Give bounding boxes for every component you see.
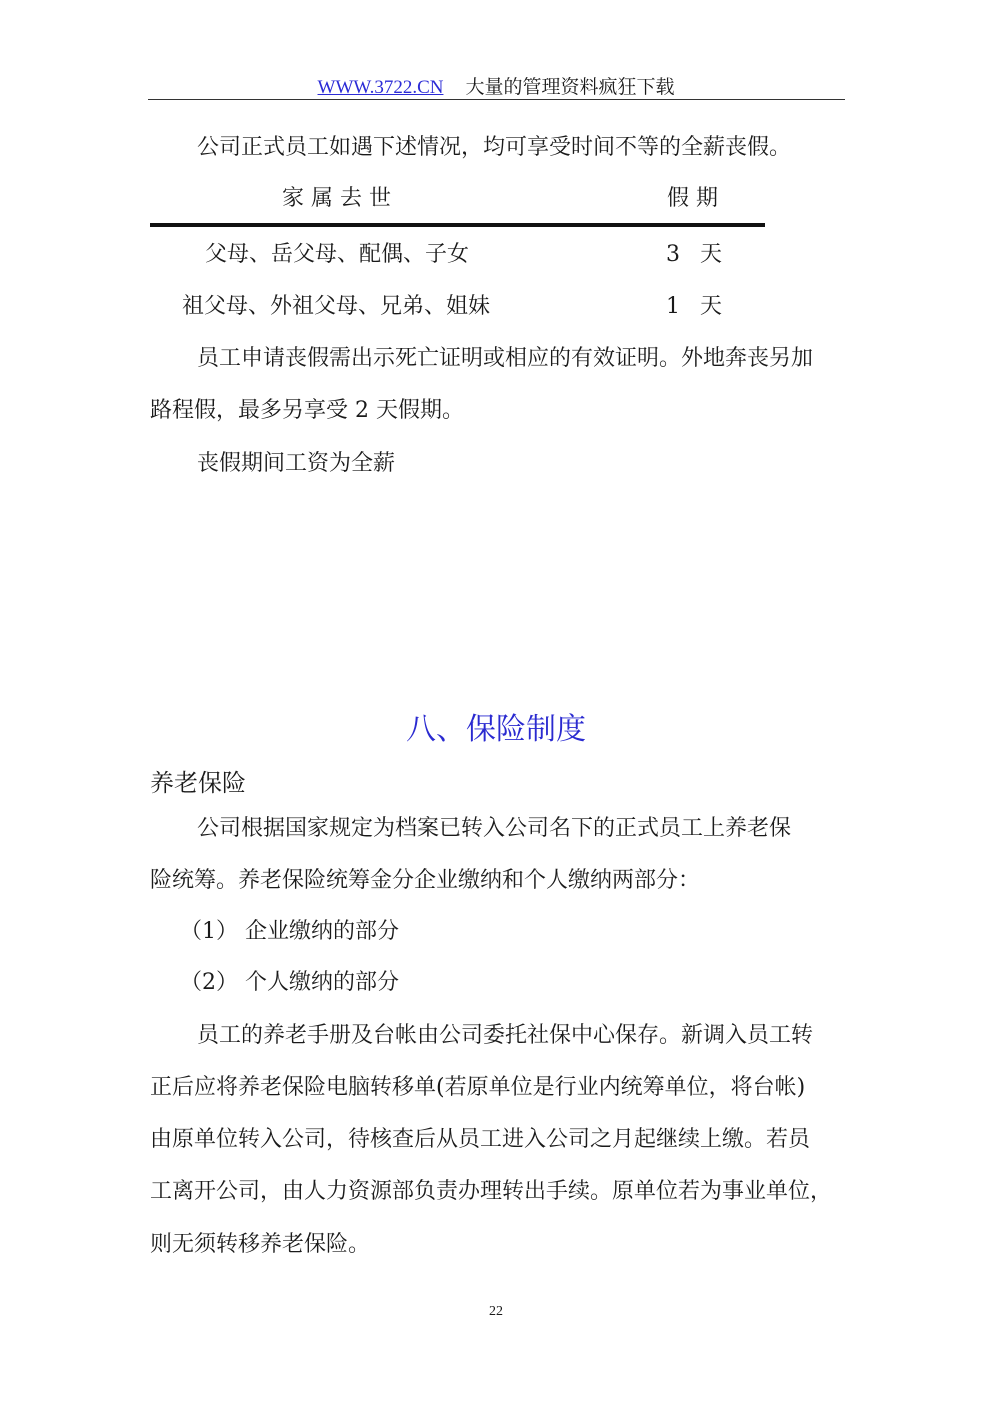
section-title: 八、保险制度 [406,712,586,747]
header-slogan: 大量的管理资料疯狂下载 [465,76,675,98]
table-row-relation: 父母、岳父母、配偶、子女 [205,242,470,267]
table-header-leave: 假 期 [667,186,718,211]
pension-paragraph-line: 公司根据国家规定为档案已转入公司名下的正式员工上养老保 [197,816,792,841]
table-row-days: 3 [666,242,680,267]
subsection-title: 养老保险 [150,769,246,797]
list-item-text: 企业缴纳的部分 [245,919,400,944]
proof-paragraph-line: 路程假，最多另享受 2 天假期。 [150,398,464,423]
pension-paragraph-line: 由原单位转入公司，待核查后从员工进入公司之月起继续上缴。若员 [150,1127,811,1152]
list-item-text: 个人缴纳的部分 [245,970,400,995]
pension-paragraph-line: 正后应将养老保险电脑转移单(若原单位是行业内统筹单位，将台帐) [150,1075,806,1100]
pension-paragraph-line: 则无须转移养老保险。 [150,1232,371,1257]
table-row-days: 1 [666,294,680,319]
header-divider [148,99,845,100]
table-rule [150,223,765,227]
table-header-relation: 家 属 去 世 [282,186,391,211]
proof-paragraph-line: 员工申请丧假需出示死亡证明或相应的有效证明。外地奔丧另加 [197,346,814,371]
table-row-unit: 天 [700,294,723,319]
pension-paragraph-line: 工离开公司，由人力资源部负责办理转出手续。原单位若为事业单位， [150,1179,833,1204]
header-link[interactable]: WWW.3722.CN [317,77,444,98]
salary-paragraph: 丧假期间工资为全薪 [197,451,396,476]
list-item-number: （1） [180,919,238,944]
intro-text: 公司正式员工如遇下述情况，均可享受时间不等的全薪丧假。 [197,135,792,160]
page-number: 22 [489,1304,503,1319]
pension-paragraph-line: 险统筹。养老保险统筹金分企业缴纳和个人缴纳两部分： [150,868,701,893]
table-row-relation: 祖父母、外祖父母、兄弟、姐妹 [182,294,491,319]
list-item-number: （2） [180,970,238,995]
pension-paragraph-line: 员工的养老手册及台帐由公司委托社保中心保存。新调入员工转 [197,1023,814,1048]
page-header [0,72,992,99]
table-row-unit: 天 [700,242,723,267]
